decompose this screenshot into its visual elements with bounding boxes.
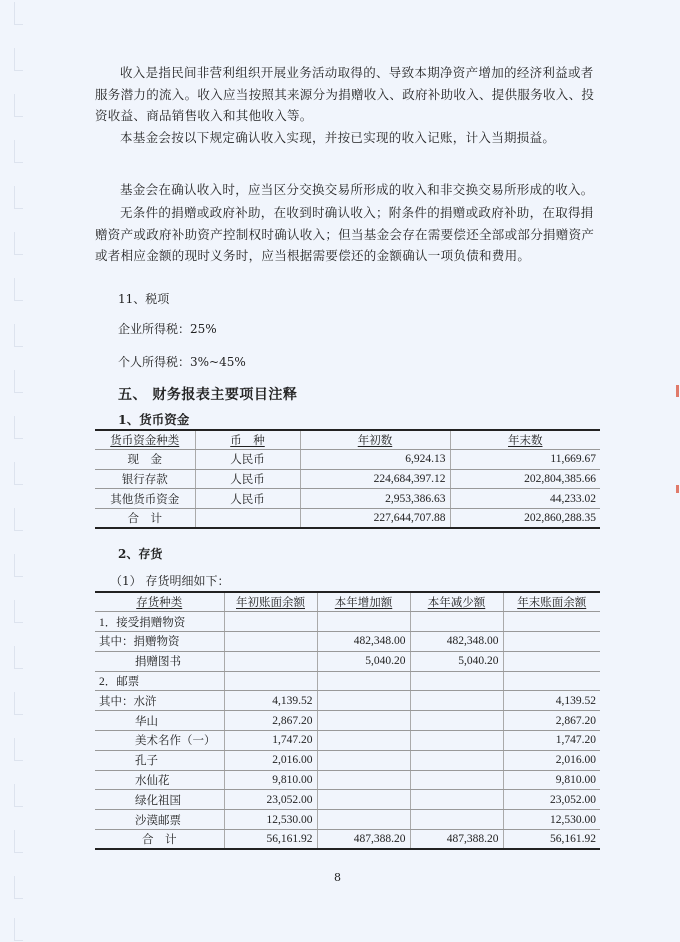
- table-row: [95, 770, 600, 790]
- table-header-row: [95, 592, 600, 612]
- cell-decrease: [410, 790, 503, 810]
- cell-closing: 202,860,288.35: [450, 508, 600, 528]
- cell-increase: [317, 770, 410, 790]
- table-row: [95, 810, 600, 830]
- inventory-table: [95, 591, 600, 850]
- binder-hole: [14, 508, 23, 531]
- cell-decrease: [410, 750, 503, 770]
- binder-hole: [14, 370, 23, 393]
- cell-opening: 224,684,397.12: [300, 469, 450, 489]
- cell-closing: 56,161.92: [503, 830, 600, 850]
- cell-closing: [503, 632, 600, 652]
- binder-hole: [14, 186, 23, 209]
- cell-increase: [317, 750, 410, 770]
- donation-income-paragraph: 无条件的捐赠或政府补助，在收到时确认收入；附条件的捐赠或政府补助，在取得捐赠资产或政府补助资产控制权时确认收入；但当基金会存在需要偿还全部或部分捐赠资产或者相应金额的现时义务时，应当根据需要偿还的金额确认一项负债和费用。: [95, 205, 595, 263]
- binder-hole: [14, 830, 23, 853]
- cell-type: 合 计: [95, 508, 195, 528]
- cell-closing: 11,669.67: [450, 450, 600, 470]
- cell-item: 孔子: [95, 750, 224, 770]
- cell-closing: [503, 612, 600, 632]
- binder-hole: [14, 278, 23, 301]
- column-header: 本年增加额: [317, 592, 410, 612]
- cell-opening: 6,924.13: [300, 450, 450, 470]
- cell-opening: [224, 671, 317, 691]
- binder-hole: [14, 2, 23, 25]
- cell-item: 捐赠图书: [95, 651, 224, 671]
- column-header: 币 种: [195, 430, 300, 450]
- table-row: [95, 691, 600, 711]
- cell-decrease: [410, 810, 503, 830]
- cell-decrease: [410, 671, 503, 691]
- binder-hole: [14, 462, 23, 485]
- cell-increase: [317, 790, 410, 810]
- table-header-row: [95, 430, 600, 450]
- cell-item: 水仙花: [95, 770, 224, 790]
- table-row: [95, 790, 600, 810]
- cell-increase: [317, 810, 410, 830]
- binder-hole: [14, 94, 23, 117]
- cell-item: 合 计: [95, 830, 224, 850]
- cell-increase: [317, 671, 410, 691]
- column-header: 年末账面余额: [503, 592, 600, 612]
- cell-decrease: [410, 770, 503, 790]
- cash-heading: 1、货币资金: [118, 412, 190, 427]
- cell-item: 美术名作（一）: [95, 731, 224, 751]
- cell-decrease: [410, 691, 503, 711]
- cell-closing: 202,804,385.66: [450, 469, 600, 489]
- cell-opening: 2,867.20: [224, 711, 317, 731]
- table-row: [95, 651, 600, 671]
- table-total-row: [95, 508, 600, 528]
- cell-item: 其中：捐赠物资: [95, 632, 224, 652]
- exchange-income-paragraph: 基金会在确认收入时，应当区分交换交易所形成的收入和非交换交易所形成的收入。: [120, 182, 594, 197]
- cell-item: 绿化祖国: [95, 790, 224, 810]
- cell-closing: 2,016.00: [503, 750, 600, 770]
- cell-closing: 9,810.00: [503, 770, 600, 790]
- page-number: 8: [334, 871, 341, 884]
- cell-opening: 4,139.52: [224, 691, 317, 711]
- cell-item: 沙漠邮票: [95, 810, 224, 830]
- corporate-tax-line: 企业所得税：25%: [118, 322, 217, 336]
- table-total-row: [95, 830, 600, 850]
- binder-hole: [14, 232, 23, 255]
- cell-type: 现 金: [95, 450, 195, 470]
- binder-hole: [14, 140, 23, 163]
- cell-currency: [195, 508, 300, 528]
- binder-hole: [14, 600, 23, 623]
- cell-increase: [317, 711, 410, 731]
- binder-hole: [14, 416, 23, 439]
- binder-hole: [14, 554, 23, 577]
- personal-tax-line: 个人所得税：3%~45%: [118, 355, 246, 369]
- cell-opening: 12,530.00: [224, 810, 317, 830]
- column-header: 本年减少额: [410, 592, 503, 612]
- cell-decrease: 482,348.00: [410, 632, 503, 652]
- binder-hole: [14, 784, 23, 807]
- cell-currency: 人民币: [195, 469, 300, 489]
- table-row: [95, 469, 600, 489]
- cell-increase: [317, 612, 410, 632]
- section-heading: 五、 财务报表主要项目注释: [118, 387, 298, 403]
- column-header: 货币资金种类: [95, 430, 195, 450]
- table-row: [95, 731, 600, 751]
- income-recognition-paragraph: 本基金会按以下规定确认收入实现，并按已实现的收入记账，计入当期损益。: [120, 130, 556, 145]
- cell-opening: 1,747.20: [224, 731, 317, 751]
- seal-edge-mark: [676, 385, 679, 397]
- binder-hole: [14, 48, 23, 71]
- cell-opening: [224, 651, 317, 671]
- cell-closing: 1,747.20: [503, 731, 600, 751]
- cell-opening: 227,644,707.88: [300, 508, 450, 528]
- cell-opening: [224, 612, 317, 632]
- table-row: [95, 632, 600, 652]
- column-header: 年末数: [450, 430, 600, 450]
- cell-closing: 23,052.00: [503, 790, 600, 810]
- cell-item: 2．邮票: [95, 671, 224, 691]
- cell-closing: [503, 671, 600, 691]
- cell-decrease: 5,040.20: [410, 651, 503, 671]
- tax-heading: 11、税项: [118, 292, 170, 306]
- cell-closing: [503, 651, 600, 671]
- table-row: [95, 450, 600, 470]
- cell-increase: 487,388.20: [317, 830, 410, 850]
- income-definition-paragraph: 收入是指民间非营利组织开展业务活动取得的、导致本期净资产增加的经济利益或者服务潜力的流入。收入应当按照其来源分为捐赠收入、政府补助收入、提供服务收入、投资收益、商品销售收入和其他收入等。: [95, 65, 595, 123]
- cell-opening: 23,052.00: [224, 790, 317, 810]
- cash-table: [95, 429, 600, 529]
- cell-decrease: [410, 731, 503, 751]
- inventory-subheading: （1） 存货明细如下：: [110, 574, 230, 588]
- cell-increase: 482,348.00: [317, 632, 410, 652]
- binder-hole: [14, 646, 23, 669]
- cell-item: 其中：水浒: [95, 691, 224, 711]
- seal-edge-mark: [676, 485, 679, 493]
- cell-currency: 人民币: [195, 489, 300, 509]
- binder-hole: [14, 324, 23, 347]
- binder-hole: [14, 738, 23, 761]
- cell-increase: [317, 691, 410, 711]
- column-header: 年初数: [300, 430, 450, 450]
- cell-type: 其他货币资金: [95, 489, 195, 509]
- cell-increase: 5,040.20: [317, 651, 410, 671]
- table-row: [95, 750, 600, 770]
- table-row: [95, 489, 600, 509]
- cell-opening: 2,016.00: [224, 750, 317, 770]
- cell-item: 1．接受捐赠物资: [95, 612, 224, 632]
- cell-closing: 12,530.00: [503, 810, 600, 830]
- inventory-heading: 2、存货: [118, 547, 163, 561]
- cell-decrease: 487,388.20: [410, 830, 503, 850]
- cell-opening: 56,161.92: [224, 830, 317, 850]
- cell-closing: 2,867.20: [503, 711, 600, 731]
- column-header: 存货种类: [95, 592, 224, 612]
- cell-item: 华山: [95, 711, 224, 731]
- table-row: [95, 711, 600, 731]
- column-header: 年初账面余额: [224, 592, 317, 612]
- table-row: [95, 671, 600, 691]
- binder-hole: [14, 918, 23, 941]
- cell-opening: [224, 632, 317, 652]
- cell-closing: 4,139.52: [503, 691, 600, 711]
- cell-opening: 2,953,386.63: [300, 489, 450, 509]
- cell-decrease: [410, 711, 503, 731]
- table-row: [95, 612, 600, 632]
- cell-currency: 人民币: [195, 450, 300, 470]
- cell-decrease: [410, 612, 503, 632]
- cell-type: 银行存款: [95, 469, 195, 489]
- cell-closing: 44,233.02: [450, 489, 600, 509]
- cell-opening: 9,810.00: [224, 770, 317, 790]
- binder-hole: [14, 876, 23, 899]
- cell-increase: [317, 731, 410, 751]
- binder-hole: [14, 692, 23, 715]
